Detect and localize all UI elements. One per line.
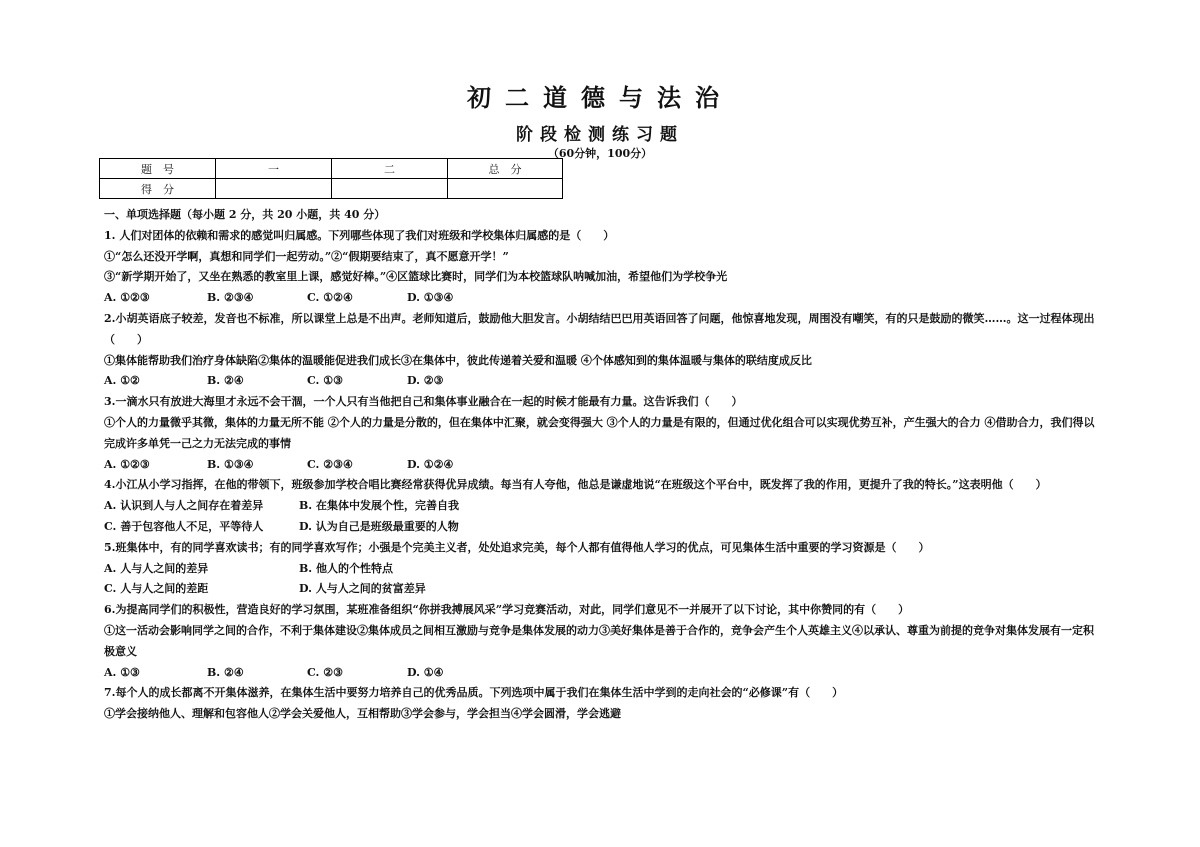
option: C. 善于包容他人不足，平等待人 [104,519,264,533]
question-stem: 6.为提高同学们的积极性，营造良好的学习氛围，某班准备组织“你拼我搏展风采”学习竞赛活动，对此，同学们意见不一并展开了以下讨论，其中你赞同的有（ ） [104,603,910,617]
score-table-score-row [100,179,563,199]
option: D. ①③④ [407,291,454,305]
option: B. ②④ [207,665,244,679]
option: B. ②④ [207,374,244,388]
option: A. ①②③ [104,291,150,305]
option: C. ②③④ [307,457,353,471]
question-options [104,517,1096,538]
score-table-cell: 得 分 [100,179,216,199]
score-table-cell: 题 号 [100,159,216,179]
question-options [104,288,1096,309]
page-subtitle: 阶段检测练习题 [516,125,684,145]
question-content [104,205,1096,725]
question-statement: ③“新学期开始了，又坐在熟悉的教室里上课，感觉好棒。”④区篮球比赛时，同学们为本校篮球队呐喊加油，希望他们为学校争光 [104,270,728,284]
option: B. 他人的个性特点 [299,561,393,575]
option: D. 认为自己是班级最重要的人物 [299,519,459,533]
option: C. 人与人之间的差距 [104,582,209,596]
question-statement: ①“怎么还没开学啊，真想和同学们一起劳动。”②“假期要结束了，真不愿意开学！” [104,249,509,263]
question-options [104,496,1096,517]
option: A. ①③ [104,665,140,679]
option: B. ①③④ [207,457,254,471]
question-stem: 1. 人们对团体的依赖和需求的感觉叫归属感。下列哪些体现了我们对班级和学校集体归属感的是（ ） [104,228,615,242]
score-table-header-row [100,159,563,179]
page-title: 初二道德与法治 [467,83,733,112]
question-stem: 5.班集体中，有的同学喜欢读书；有的同学喜欢写作；小强是个完美主义者，处处追求完美，每个人都有值得他人学习的优点，可见集体生活中重要的学习资源是（ ） [104,540,930,554]
option: D. ①②④ [407,457,454,471]
question-statement: ①个人的力量微乎其微，集体的力量无所不能 ②个人的力量是分散的，但在集体中汇聚，就会变得强大 ③个人的力量是有限的，但通过优化组合可以实现优势互补，产生强大的合力 ④借助合力，我们得以完成许多单凭一己之力无法完成的事情 [104,415,1095,450]
option: B. ②③④ [207,291,254,305]
section-heading: 一、单项选择题（每小题 2 分，共 20 小题，共 40 分） [104,208,386,221]
question-options [104,371,1096,392]
option: D. ②③ [407,374,444,388]
score-table-cell: 一 [216,159,332,179]
option: A. 认识到人与人之间存在着差异 [104,499,264,513]
question-stem: 7.每个人的成长都离不开集体滋养，在集体生活中要努力培养自己的优秀品质。下列选项中属于我们在集体生活中学到的走向社会的“必修课”有（ ） [104,686,844,700]
score-table-cell: 总 分 [448,159,563,179]
option: D. ①④ [407,665,444,679]
option: C. ②③ [307,665,343,679]
question-options [104,663,1096,684]
score-input-cell[interactable] [216,179,332,199]
score-table-cell: 二 [332,159,448,179]
score-table [99,158,563,199]
question-options [104,579,1096,600]
question-statement: ①这一活动会影响同学之间的合作，不利于集体建设②集体成员之间相互激励与竞争是集体发展的动力③美好集体是善于合作的，竞争会产生个人英雄主义④以承认、尊重为前提的竞争对集体发展有一定积极意义 [104,623,1094,658]
question-options [104,559,1096,580]
option: B. 在集体中发展个性，完善自我 [299,499,459,513]
question-options [104,455,1096,476]
question-stem: 4.小江从小学习指挥，在他的带领下，班级参加学校合唱比赛经常获得优异成绩。每当有人夸他，他总是谦虚地说“在班级这个平台中，既发挥了我的作用，更提升了我的特长。”这表明他（ ） [104,478,1047,492]
question-stem: 2.小胡英语底子较差，发音也不标准，所以课堂上总是不出声。老师知道后，鼓励他大胆发言。小胡结结巴巴用英语回答了问题，他惊喜地发现，周围没有嘲笑，有的只是鼓励的微笑……。这一过程体现出（ ） [104,311,1095,346]
score-input-cell[interactable] [448,179,563,199]
question-statement: ①学会接纳他人、理解和包容他人②学会关爱他人，互相帮助③学会参与，学会担当④学会圆滑，学会逃避 [104,707,621,721]
score-input-cell[interactable] [332,179,448,199]
option: A. 人与人之间的差异 [104,561,209,575]
option: A. ①② [104,374,140,388]
option: A. ①②③ [104,457,150,471]
question-statement: ①集体能帮助我们治疗身体缺陷②集体的温暖能促进我们成长③在集体中，彼此传递着关爱和温暖 ④个体感知到的集体温暖与集体的联结度成反比 [104,353,812,367]
option: C. ①③ [307,374,343,388]
option: C. ①②④ [307,291,353,305]
option: D. 人与人之间的贫富差异 [299,582,426,596]
question-stem: 3.一滴水只有放进大海里才永远不会干涸，一个人只有当他把自己和集体事业融合在一起的时候才能最有力量。这告诉我们（ ） [104,395,743,409]
time-score-note: （60分钟，100分） [547,147,653,160]
